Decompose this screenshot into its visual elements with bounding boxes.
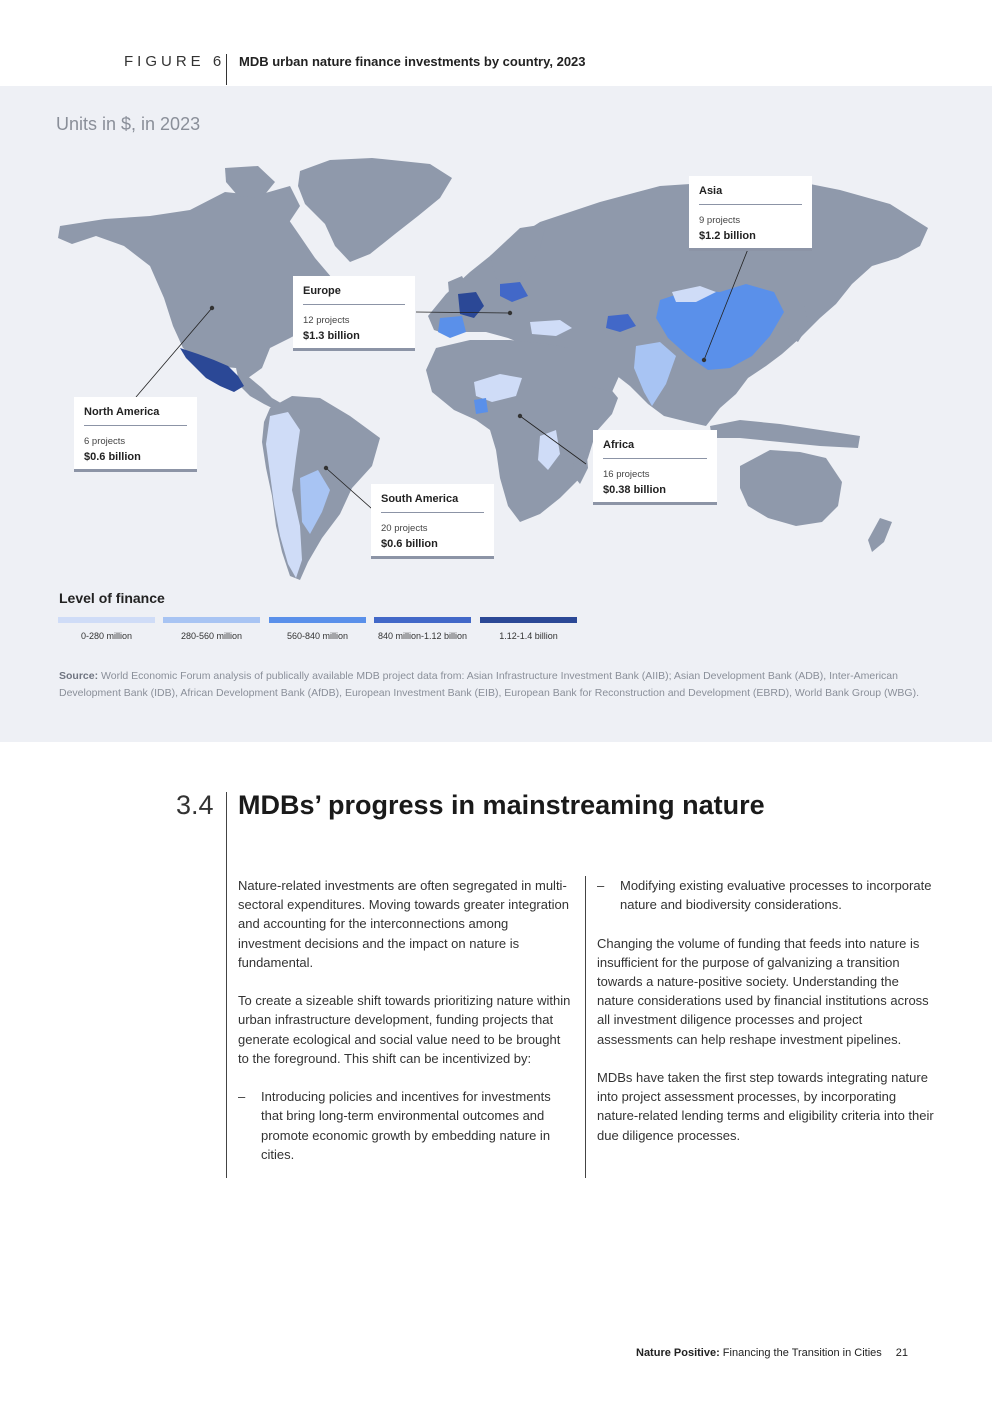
source-label: Source:: [59, 670, 99, 682]
callout-region: South America: [381, 493, 484, 513]
callout-region: North America: [84, 406, 187, 426]
section-title: MDBs’ progress in mainstreaming nature: [238, 790, 765, 820]
legend-swatch: [480, 617, 577, 623]
dot-europe: [508, 311, 512, 315]
callout-asia: [689, 176, 812, 251]
dot-africa: [518, 414, 522, 418]
callout-projects: 12 projects: [303, 315, 350, 326]
left-column: [238, 876, 572, 1183]
legend-item: [480, 617, 577, 641]
dot-asia: [702, 358, 706, 362]
legend-item: [269, 617, 366, 641]
section-number: 3.4: [176, 790, 214, 820]
legend-swatch: [374, 617, 471, 623]
figure-title: MDB urban nature finance investments by country, 2023: [239, 54, 586, 69]
callout-amount: $0.6 billion: [84, 451, 141, 463]
callout-north-america: [74, 397, 197, 472]
callout-region: Europe: [303, 285, 405, 305]
legend-item: [58, 617, 155, 641]
figure-divider: [226, 54, 227, 85]
dash-marker: –: [238, 1089, 246, 1105]
legend-swatch: [269, 617, 366, 623]
callout-africa: [593, 430, 717, 505]
greenland-shape: [298, 158, 452, 262]
right-column: [597, 876, 937, 1164]
legend-label: 0-280 million: [80, 631, 133, 641]
footer-title-rest: Financing the Transition in Cities: [719, 1347, 882, 1359]
figure-panel: [0, 86, 992, 742]
callout-amount: $1.3 billion: [303, 330, 360, 342]
dot-north-america: [210, 306, 214, 310]
se-asia-islands-shape: [710, 420, 860, 448]
figure-label: FIGURE 6: [124, 53, 226, 70]
legend-title: Level of finance: [59, 590, 165, 606]
paragraph: MDBs have taken the first step towards integrating nature into project assessment processes, by incorporating nature-related lending terms and eligibility criteria into their due diligence processes.: [597, 1070, 934, 1143]
callout-amount: $0.38 billion: [603, 484, 666, 496]
units-label: Units in $, in 2023: [56, 114, 201, 134]
section-divider: [226, 792, 227, 1178]
callout-projects: 6 projects: [84, 436, 126, 447]
callout-amount: $1.2 billion: [699, 230, 756, 242]
page-footer: [636, 1347, 908, 1359]
paragraph: Nature-related investments are often segregated in multi-sectoral expenditures. Moving towards greater integration and accounting for the interconnections among investment decisions and the impact on nature is fundamental.: [238, 878, 569, 970]
australia-shape: [740, 450, 842, 526]
legend-label: 1.12-1.4 billion: [499, 631, 558, 641]
source-note: [59, 668, 939, 701]
legend-label: 560-840 million: [286, 631, 349, 641]
bullet-text: Introducing policies and incentives for investments that bring long-term environmental outcomes and promote economic growth by embedding nature in cities.: [261, 1089, 551, 1162]
footer-title-bold: Nature Positive:: [636, 1347, 720, 1359]
new-zealand-shape: [868, 518, 892, 552]
legend-label: 840 million-1.12 billion: [377, 631, 468, 641]
callout-projects: 9 projects: [699, 215, 741, 226]
legend-label: 280-560 million: [180, 631, 243, 641]
bullet-text: Modifying existing evaluative processes to incorporate nature and biodiversity considerations.: [620, 878, 932, 913]
callout-amount: $0.6 billion: [381, 538, 438, 550]
callout-projects: 20 projects: [381, 523, 428, 534]
bullet-item: [597, 876, 937, 914]
legend-item: [374, 617, 471, 641]
iberia-shape: [438, 316, 466, 338]
dot-south-america: [324, 466, 328, 470]
legend-swatch: [58, 617, 155, 623]
paragraph: Changing the volume of funding that feeds into nature is insufficient for the purpose of galvanizing a transition towards a nature-positive society. Understanding the nature considerations used by financial institutions across all investment diligence processes and project assessments can help reshape investment pipelines.: [597, 935, 929, 1047]
callout-projects: 16 projects: [603, 469, 650, 480]
legend-item: [163, 617, 260, 641]
callout-region: Asia: [699, 185, 802, 205]
figure-header: [0, 52, 992, 86]
dash-marker: –: [597, 878, 605, 893]
legend-swatch: [163, 617, 260, 623]
page-number: 21: [895, 1347, 909, 1359]
callout-region: Africa: [603, 439, 707, 459]
callout-europe: [293, 276, 415, 351]
callout-south-america: [371, 484, 494, 559]
source-text: World Economic Forum analysis of publically available MDB project data from: Asian Infrastructure Investment Bank (AIIB); Asian Development Bank (ADB), Inter-American Development Bank (IDB), African Development Bank (AfDB), European Investment Bank (EIB), European Bank for Reconstruction and Development (EBRD), World Bank Group (WBG).: [59, 670, 920, 699]
bullet-item: [238, 1087, 572, 1164]
paragraph: To create a sizeable shift towards prioritizing nature within urban infrastructure development, funding projects that generate ecological and social value need to be brought to the foreground. This shift can be incentivized by:: [238, 993, 571, 1066]
column-divider: [585, 876, 586, 1178]
nigeria-shape: [474, 398, 488, 414]
